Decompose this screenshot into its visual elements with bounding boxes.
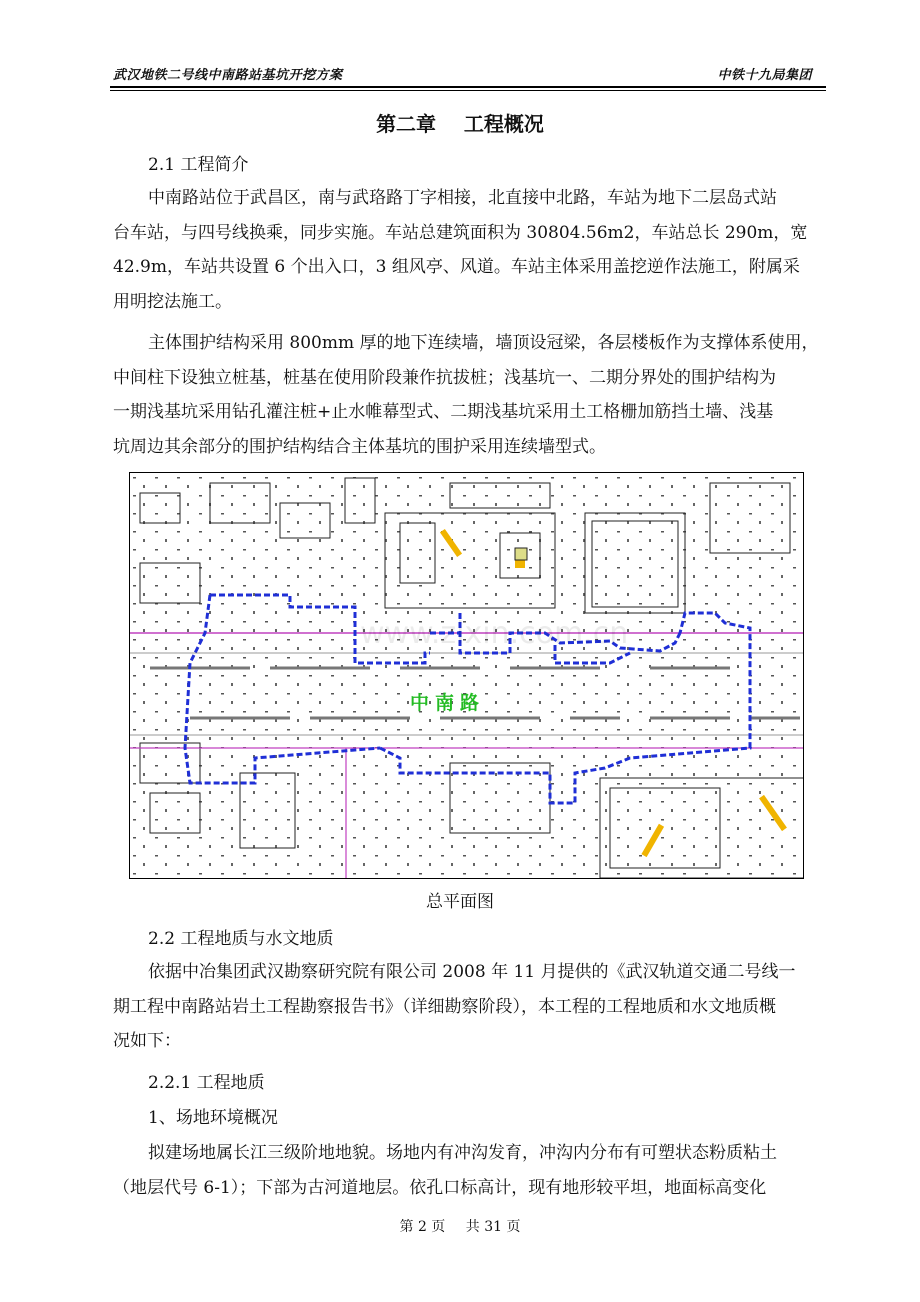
paragraph-line: 一期浅基坑采用钻孔灌注桩+止水帷幕型式、二期浅基坑采用土工格栅加筋挡土墙、浅基	[113, 402, 774, 422]
paragraph-site-environment	[113, 1136, 825, 1205]
page-total: 共 31 页	[465, 1219, 521, 1235]
watermark-text: www.zixin.com.cn	[360, 616, 629, 651]
paragraph-line: 台车站，与四号线换乘，同步实施。车站总建筑面积为 30804.56m2，车站总长 290m，宽	[113, 222, 808, 243]
paragraph-geology-source	[113, 955, 825, 1059]
paragraph-line: 42.9m，车站共设置 6 个出入口，3 组风亭、风道。车站主体采用盖挖逆作法施工，附属采	[113, 257, 800, 277]
page-footer	[0, 1216, 920, 1236]
figure-caption: 总平面图	[426, 892, 494, 912]
header-company: 中铁十九局集团	[717, 68, 812, 83]
chapter-title	[0, 108, 920, 137]
chapter-number: 第二章	[376, 112, 437, 136]
paragraph-intro	[113, 181, 825, 319]
section-heading-2-1: 2.1 工程简介	[148, 155, 249, 175]
site-plan-figure	[129, 472, 804, 879]
header-divider-thin	[110, 90, 826, 91]
item-heading-site-environment: 1、场地环境概况	[148, 1108, 278, 1128]
subsection-heading-2-2-1: 2.2.1 工程地质	[148, 1073, 265, 1093]
site-plan-drawing	[130, 473, 803, 878]
paragraph-line: 拟建场地属长江三级阶地地貌。场地内有冲沟发育，冲沟内分布有可塑状态粉质粘土	[148, 1143, 777, 1163]
paragraph-line: 主体围护结构采用 800mm 厚的地下连续墙，墙顶设冠梁，各层楼板作为支撑体系使用，	[148, 333, 819, 353]
road-label: 中南路	[410, 692, 486, 714]
header-divider	[110, 86, 826, 88]
map-background	[130, 473, 803, 878]
paragraph-structure	[113, 326, 825, 464]
paragraph-line: 依据中冶集团武汉勘察研究院有限公司 2008 年 11 月提供的《武汉轨道交通二号线一	[148, 962, 796, 982]
paragraph-line: 中间柱下设独立桩基，桩基在使用阶段兼作抗拔桩；浅基坑一、二期分界处的围护结构为	[113, 367, 776, 388]
paragraph-line: 中南路站位于武昌区，南与武珞路丁字相接，北直接中北路，车站为地下二层岛式站	[148, 188, 777, 208]
header-document-title: 武汉地铁二号线中南路站基坑开挖方案	[113, 68, 343, 83]
section-heading-2-2: 2.2 工程地质与水文地质	[148, 929, 334, 949]
paragraph-line: 坑周边其余部分的围护结构结合主体基坑的围护采用连续墙型式。	[113, 436, 606, 457]
paragraph-line: 期工程中南路站岩土工程勘察报告书》（详细勘察阶段），本工程的工程地质和水文地质概	[113, 996, 776, 1017]
paragraph-line: 况如下：	[113, 1031, 181, 1051]
paragraph-line: 用明挖法施工。	[113, 291, 232, 312]
page-number: 第 2 页	[399, 1219, 446, 1235]
paragraph-line: （地层代号 6-1）；下部为古河道地层。依孔口标高计，现有地形较平坦，地面标高变化	[113, 1177, 767, 1198]
chapter-name: 工程概况	[463, 112, 544, 136]
